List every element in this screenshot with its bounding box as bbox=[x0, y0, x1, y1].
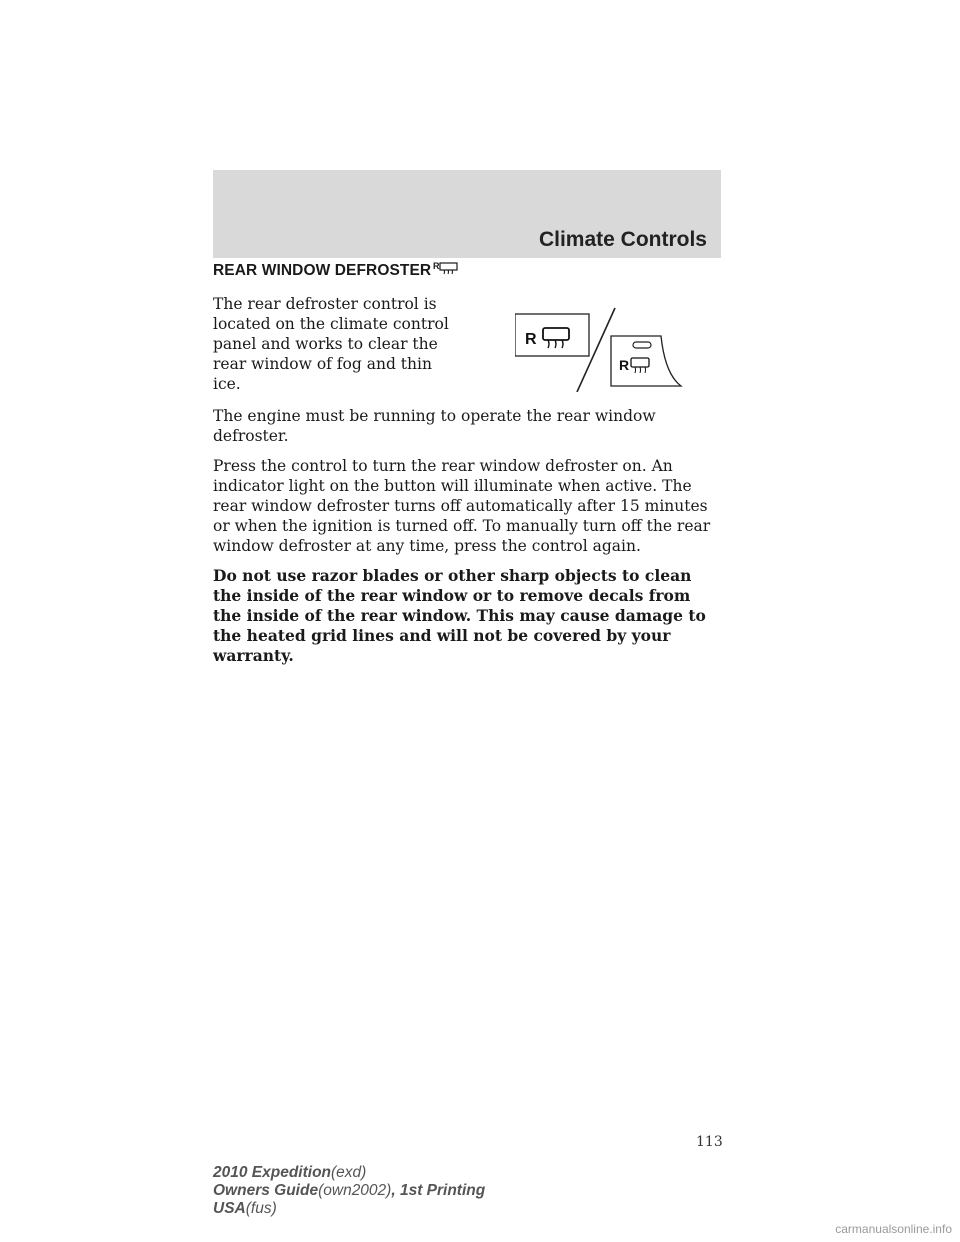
defroster-control-illustration bbox=[515, 282, 685, 396]
section-header-band bbox=[213, 170, 721, 258]
rear-defrost-icon bbox=[433, 260, 459, 281]
document-footer bbox=[213, 1164, 485, 1218]
intro-paragraph: The rear defroster control is located on the climate control panel and works to clear the rear window of fog and thin ice. bbox=[213, 295, 449, 393]
warning-paragraph: Do not use razor blades or other sharp objects to clean the inside of the rear window or to remove decals from the inside of the rear window. This may cause damage to the heated grid lines and will not be covered by your warranty. bbox=[213, 566, 706, 665]
section-heading bbox=[213, 262, 721, 281]
footer-line-1: 2010 Expedition(exd) bbox=[213, 1164, 367, 1181]
heading-text: REAR WINDOW DEFROSTER bbox=[213, 262, 432, 279]
defroster-button-letter: R bbox=[525, 331, 537, 348]
watermark: carmanualsonline.info bbox=[835, 1222, 952, 1236]
section-title: Climate Controls bbox=[538, 228, 707, 251]
svg-text:R: R bbox=[433, 261, 440, 271]
body-paragraph-engine: The engine must be running to operate the rear window defroster. bbox=[213, 407, 656, 445]
page-number: 113 bbox=[696, 1134, 723, 1150]
footer-line-2: Owners Guide(own2002), 1st Printing bbox=[213, 1182, 486, 1199]
page-content bbox=[213, 262, 721, 666]
body-paragraph-operation: Press the control to turn the rear window defroster on. An indicator light on the button will illuminate when active. The rear window defroster turns off automatically after 15 minutes or when the ignition is turned off. To manually turn off the rear window defroster at any time, press the control again. bbox=[213, 457, 711, 555]
footer-line-3: USA(fus) bbox=[213, 1200, 277, 1217]
defroster-panel-letter: R bbox=[619, 357, 630, 373]
intro-row bbox=[213, 294, 721, 396]
